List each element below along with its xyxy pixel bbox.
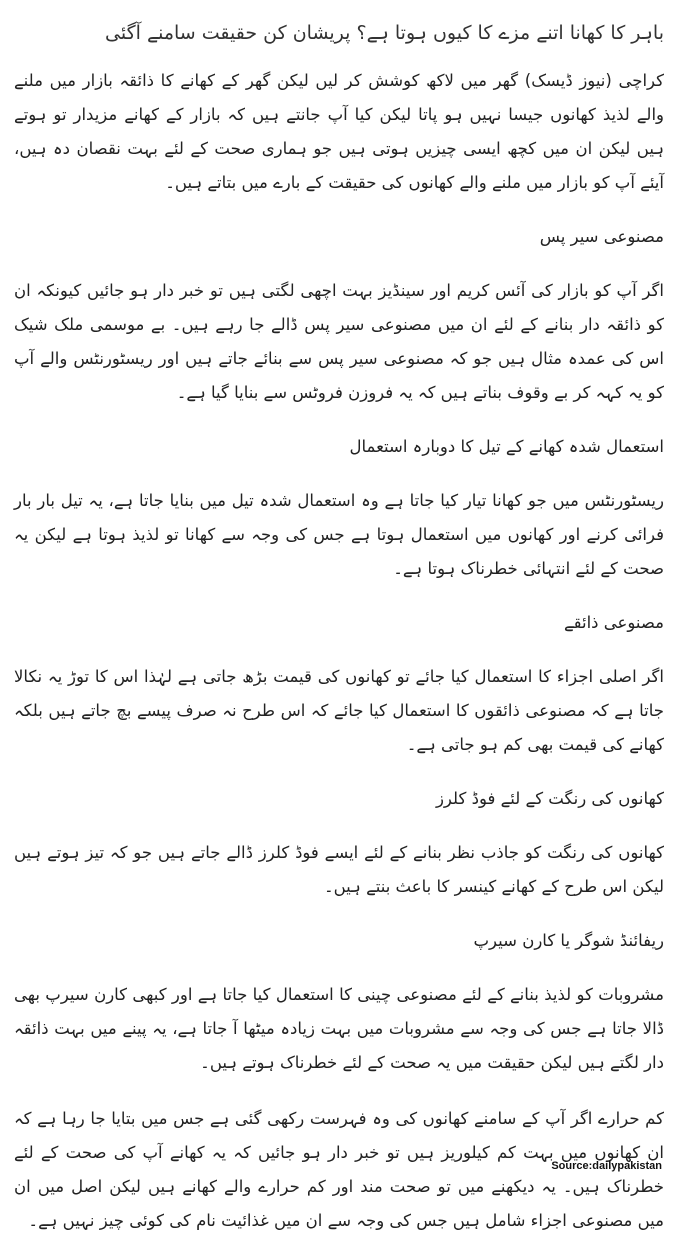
section-heading-food-colors: کھانوں کی رنگت کے لئے فوڈ کلرز [435,789,664,808]
article-body [14,18,664,1260]
section-heading-artificial-flavors: مصنوعی ذائقے [563,613,664,632]
section-text-reused-oil: ریسٹورنٹس میں جو کھانا تیار کیا جاتا ہے وہ استعمال شدہ تیل میں بنایا جاتا ہے، یہ تیل بار بار فرائی کرنے اور کھانوں میں استعمال ہوتا ہے جس کی وجہ سے کھانا تو لذیذ ہوتا ہے لیکن یہ صحت کے لئے انتہائی خطرناک ہوتا ہے۔ [14,491,664,578]
section-text-refined-sugar: مشروبات کو لذیذ بنانے کے لئے مصنوعی چینی کا استعمال کیا جاتا ہے اور کبھی کارن سیرپ بھی ڈالا جاتا ہے جس کی وجہ سے مشروبات میں بہت زیادہ میٹھا آ جاتا ہے، یہ پینے میں بہت ذائقہ دار لگتے ہیں لیکن حقیقت میں یہ صحت کے لئے خطرناک ہوتے ہیں۔ [14,985,664,1072]
closing-paragraph: کم حرارے اگر آپ کے سامنے کھانوں کی وہ فہرست رکھی گئی ہے جس میں بتایا جا رہا ہے کہ ان کھانوں میں بہت کم کیلوریز ہیں تو خبر دار ہو جائیں کہ یہ کھانے آپ کی صحت کے لئے خطرناک ہیں۔ یہ دیکھنے میں تو صحت مند اور کم حرارے والے کھانے ہیں لیکن اصل میں ان میں مصنوعی اجزاء شامل ہیں جس کی وجہ سے ان میں غذائیت نام کی کوئی چیز نہیں ہے۔ [14,1109,664,1230]
article-title: باہر کا کھانا اتنے مزے کا کیوں ہوتا ہے؟ پریشان کن حقیقت سامنے آگئی [105,22,664,44]
section-heading-refined-sugar: ریفائنڈ شوگر یا کارن سیرپ [473,931,664,950]
section-text-artificial-syrups: اگر آپ کو بازار کی آئس کریم اور سینڈیز بہت اچھی لگتی ہیں تو خبر دار ہو جائیں کیونکہ ان کو ذائقہ دار بنانے کے لئے ان میں مصنوعی سیر پس ڈالے جا رہے ہیں۔ بے موسمی ملک شیک اس کی عمدہ مثال ہیں جو کہ مصنوعی سیر پس سے بنائے جاتے ہیں اور ریسٹورنٹس والے آپ کو یہ کہہ کر بے وقوف بناتے ہیں کہ یہ فروزن فروٹس سے بنایا گیا ہے۔ [14,281,664,402]
source-credit: Source:dailypakistan [551,1160,662,1172]
section-heading-artificial-syrups: مصنوعی سیر پس [539,227,664,246]
intro-paragraph: کراچی (نیوز ڈیسک) گھر میں لاکھ کوشش کر لیں لیکن گھر کے کھانے کا ذائقہ بازار میں ملنے والے لذیذ کھانوں جیسا نہیں ہو پاتا لیکن کیا آپ جانتے ہیں کہ بازار کے کھانے مزیدار تو ہوتے ہیں لیکن ان میں کچھ ایسی چیزیں ہوتی ہیں جو ہماری صحت کے لئے بہت نقصان دہ ہیں، آیئے آپ کو بازار میں ملنے والے کھانوں کی حقیقت کے بارے میں بتاتے ہیں۔ [14,71,664,192]
section-text-food-colors: کھانوں کی رنگت کو جاذب نظر بنانے کے لئے ایسے فوڈ کلرز ڈالے جاتے ہیں جو کہ تیز ہوتے ہیں لیکن اس طرح کے کھانے کینسر کا باعث بنتے ہیں۔ [14,843,664,896]
section-text-artificial-flavors: اگر اصلی اجزاء کا استعمال کیا جائے تو کھانوں کی قیمت بڑھ جاتی ہے لہٰذا اس کا توڑ یہ نکالا جاتا ہے کہ مصنوعی ذائقوں کا استعمال کیا جائے کہ اس طرح نہ صرف پیسے بچ جاتے ہیں بلکہ کھانے کی قیمت بھی کم ہو جاتی ہے۔ [14,667,664,754]
section-heading-reused-oil: استعمال شدہ کھانے کے تیل کا دوبارہ استعمال [349,437,664,456]
